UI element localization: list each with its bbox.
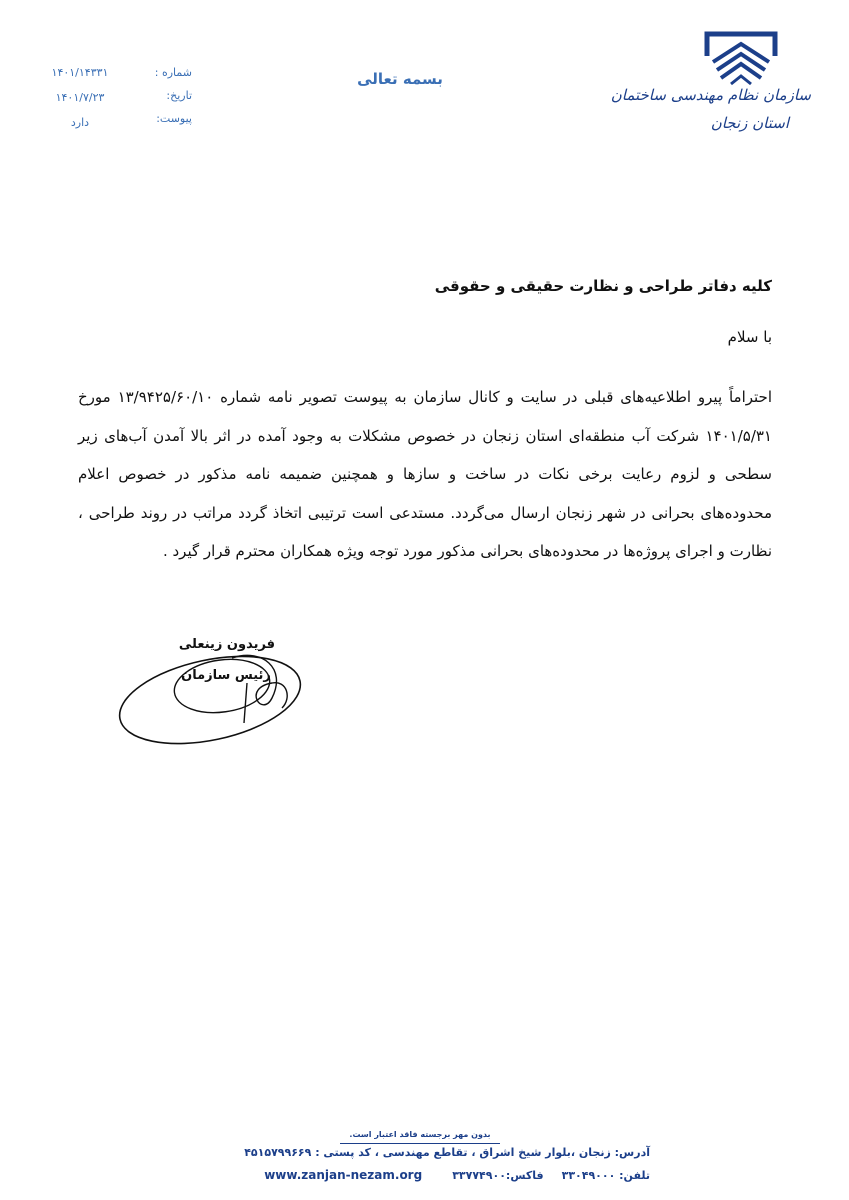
- footer-divider: [340, 1143, 500, 1144]
- organization-name: سازمان نظام مهندسی ساختمان: [610, 86, 811, 104]
- signature-block: [112, 628, 312, 748]
- number-label: شماره :: [154, 66, 192, 79]
- letter-recipient: کلیه دفاتر طراحی و نظارت حقیقی و حقوقی: [434, 277, 772, 295]
- signatory-title: رئیس سازمان: [181, 668, 271, 683]
- invocation-heading: بسمه تعالی: [357, 70, 443, 88]
- footer-website-link[interactable]: www.zanjan-nezam.org: [264, 1168, 423, 1182]
- footer-phone: تلفن: ۳۳۰۴۹۰۰۰: [561, 1169, 650, 1182]
- footer-validity-note: بدون مهر برجسته فاقد اعتبار است.: [349, 1130, 491, 1139]
- attachment-label: پیوست:: [156, 112, 192, 125]
- footer-contact-line: [200, 1168, 650, 1182]
- footer-address: آدرس: زنجان ،بلوار شیخ اشراق ، تقاطع مهندسی ، کد پستی : ۴۵۱۵۷۹۹۶۶۹: [244, 1146, 650, 1159]
- signatory-name: فریدون زینعلی: [178, 637, 276, 652]
- letter-meta-labels: [142, 66, 192, 135]
- building-roof-logo-icon: [701, 28, 781, 88]
- number-value: ۱۴۰۱/۱۴۳۳۱: [51, 66, 109, 79]
- organization-province: استان زنجان: [710, 114, 789, 132]
- date-value: ۱۴۰۱/۷/۲۳: [55, 91, 105, 104]
- letter-greeting: با سلام: [727, 328, 772, 346]
- organization-logo-block: [610, 28, 811, 158]
- letter-meta-values: [40, 66, 120, 141]
- attachment-value: دارد: [70, 116, 90, 129]
- footer-fax: فاکس:۳۳۷۷۴۹۰۰: [452, 1169, 544, 1182]
- date-label: تاریخ:: [166, 89, 192, 102]
- letter-paragraph: احتراماً پیرو اطلاعیه‌های قبلی در سایت و کانال سازمان به پیوست تصویر نامه شماره ۱۳/۹۴۲۵/۶۰/۱۰ مورخ ۱۴۰۱/۵/۳۱ شرکت آب منطقه‌ای استان زنجان در خصوص مشکلات به وجود آمده در اثر بالا آمدن آب‌های زیر سطحی و لزوم رعایت برخی نکات در ساخت و سازها و همچنین ضمیمه نامه مذکور در خصوص اعلام محدوده‌های بحرانی در شهر زنجان ارسال می‌گردد. مستدعی است ترتیبی اتخاذ گردد مراتب در روند طراحی ، نظارت و اجرای پروژه‌ها در محدوده‌های بحرانی مذکور مورد توجه ویژه همکاران محترم قرار گیرد .: [78, 388, 772, 560]
